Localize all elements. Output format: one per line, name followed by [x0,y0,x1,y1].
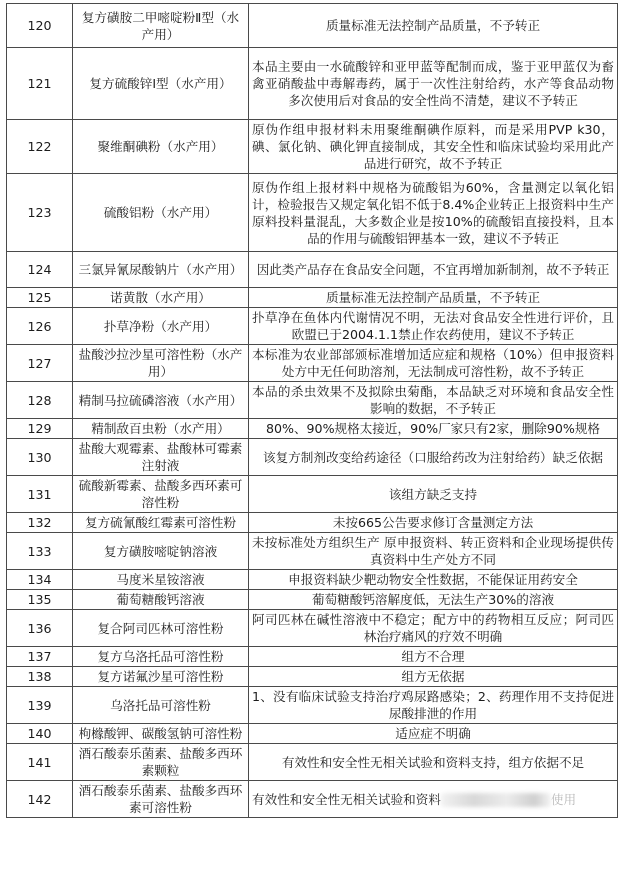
table-row [7,687,618,724]
reason-text [249,570,618,590]
reason-text [249,382,618,419]
reason-value: 原伪作组上报材料中规格为硫酸铝为60%，含量测定以氧化铝计，检验报告又规定氧化铝不低于8.4%企业转正上报资料中生产原料投料量混乱，大多数企业是按10%的硫酸铝直接投料，且本品的作用与硫酸铝钾基本一致，建议不予转正 [252,179,614,246]
row-number: 136 [7,610,73,647]
reason-text [249,439,618,476]
drug-list-table [6,3,618,818]
product-name: 扑草净粉（水产用） [73,308,249,345]
document-page [6,3,617,818]
table-row [7,724,618,744]
reason-value: 有效性和安全性无相关试验和资料支持，组方依据不足 [281,754,585,770]
reason-value: 组方不合理 [401,649,465,664]
product-name: 聚维酮碘粉（水产用） [73,120,249,174]
product-name: 酒石酸泰乐菌素、盐酸多西环素颗粒 [73,744,249,781]
table-row [7,667,618,687]
row-number: 141 [7,744,73,781]
product-name: 乌洛托品可溶性粉 [73,687,249,724]
watermark-text: 使用 [550,791,577,807]
reason-text [249,288,618,308]
reason-value: 扑草净在鱼体内代谢情况不明，无法对食品安全性进行评价，且欧盟已于2004.1.1禁止作农药使用，建议不予转正 [252,310,614,342]
reason-text [249,744,618,781]
reason-value: 有效性和安全性无相关试验和资料 [252,791,441,807]
product-name: 复方硫氰酸红霉素可溶性粉 [73,513,249,533]
table-row [7,647,618,667]
row-number: 126 [7,308,73,345]
row-number: 138 [7,667,73,687]
reason-value: 本品主要由一水硫酸锌和亚甲蓝等配制而成，鉴于亚甲蓝仅为畜禽亚硝酸盐中毒解毒药，属于一次性注射给药，水产等食品动物多次使用后对食品的安全性尚不清楚，建议不予转正 [252,59,614,108]
reason-value: 该组方缺乏支持 [388,486,478,502]
table-row [7,744,618,781]
product-name: 马度米星铵溶液 [73,570,249,590]
table-row [7,476,618,513]
reason-value: 未按665公告要求修订含量测定方法 [332,515,534,530]
reason-value: 阿司匹林在碱性溶液中不稳定；配方中的药物相互反应；阿司匹林治疗痛风的疗效不明确 [252,612,614,644]
product-name: 精制马拉硫磷溶液（水产用） [73,382,249,419]
table-row [7,48,618,120]
reason-text [249,419,618,439]
table-row [7,439,618,476]
table-row [7,174,618,252]
product-name: 盐酸沙拉沙星可溶性粉（水产用） [73,345,249,382]
product-name: 酒石酸泰乐菌素、盐酸多西环素可溶性粉 [73,781,249,818]
reason-text [249,724,618,744]
table-row [7,533,618,570]
product-name: 硫酸新霉素、盐酸多西环素可溶性粉 [73,476,249,513]
product-name: 复方诺氟沙星可溶性粉 [73,667,249,687]
row-number: 122 [7,120,73,174]
row-number: 130 [7,439,73,476]
product-name: 复方乌洛托品可溶性粉 [73,647,249,667]
reason-text [249,4,618,48]
row-number: 140 [7,724,73,744]
product-name: 复方磺胺嘧啶钠溶液 [73,533,249,570]
row-number: 120 [7,4,73,48]
table-row [7,120,618,174]
reason-text [249,781,618,818]
product-name: 精制敌百虫粉（水产用） [73,419,249,439]
product-name: 葡萄糖酸钙溶液 [73,590,249,610]
table-row [7,308,618,345]
row-number: 129 [7,419,73,439]
reason-value: 质量标准无法控制产品质量，不予转正 [325,18,541,33]
product-name: 枸橼酸钾、碳酸氢钠可溶性粉 [73,724,249,744]
reason-text [249,308,618,345]
reason-text [249,687,618,724]
product-name: 复方磺胺二甲嘧啶粉Ⅱ型（水产用） [73,4,249,48]
row-number: 142 [7,781,73,818]
reason-text [249,647,618,667]
reason-value: 未按标准处方组织生产 原申报资料、转正资料和企业现场提供传真资料中生产处方不同 [252,535,614,567]
reason-text [249,345,618,382]
row-number: 133 [7,533,73,570]
reason-text [249,533,618,570]
reason-value: 适应症不明确 [395,726,471,741]
row-number: 135 [7,590,73,610]
product-name: 三氯异氰尿酸钠片（水产用） [73,252,249,288]
reason-text [249,610,618,647]
reason-value: 原伪作组申报材料未用聚维酮碘作原料，而是采用PVP k30，碘、氯化钠、碘化钾直接制成，其安全性和临床试验均采用此产品进行研究，故不予转正 [252,122,614,171]
reason-text [249,48,618,120]
table-row [7,382,618,419]
table-row [7,513,618,533]
blurred-text [441,793,551,807]
row-number: 139 [7,687,73,724]
reason-value: 本标准为农业部部颁标准增加适应症和规格（10%）但申报资料处方中无任何助溶剂，无法制成可溶性粉，故不予转正 [252,347,614,379]
reason-value: 该复方制剂改变给药途径（口服给药改为注射给药）缺乏依据 [262,449,604,465]
product-name: 复方硫酸锌Ⅰ型（水产用） [73,48,249,120]
reason-value: 申报资料缺少靶动物安全性数据，不能保证用药安全 [288,572,578,587]
row-number: 134 [7,570,73,590]
row-number: 128 [7,382,73,419]
reason-text [249,667,618,687]
reason-text [249,174,618,252]
row-number: 132 [7,513,73,533]
product-name: 盐酸大观霉素、盐酸林可霉素注射液 [73,439,249,476]
reason-value: 葡萄糖酸钙溶解度低，无法生产30%的溶液 [311,592,555,607]
row-number: 127 [7,345,73,382]
row-number: 124 [7,252,73,288]
table-row [7,419,618,439]
reason-text [249,590,618,610]
reason-value: 本品的杀虫效果不及拟除虫菊酯，本品缺乏对环境和食品安全性影响的数据，不予转正 [252,384,614,416]
reason-value: 因此类产品存在食品安全问题，不宜再增加新制剂，故不予转正 [256,262,610,277]
reason-text [249,120,618,174]
table-row [7,590,618,610]
product-name: 硫酸铝粉（水产用） [73,174,249,252]
row-number: 121 [7,48,73,120]
table-row [7,4,618,48]
reason-value: 质量标准无法控制产品质量，不予转正 [325,290,541,305]
table-row [7,610,618,647]
reason-value: 1、没有临床试验支持治疗鸡尿路感染；2、药理作用不支持促进尿酸排泄的作用 [252,689,614,721]
product-name: 复合阿司匹林可溶性粉 [73,610,249,647]
row-number: 137 [7,647,73,667]
table-row [7,781,618,818]
reason-text [249,252,618,288]
row-number: 125 [7,288,73,308]
table-row [7,345,618,382]
reason-value: 80%、90%规格太接近，90%厂家只有2家，删除90%规格 [265,421,601,436]
table-row [7,288,618,308]
row-number: 123 [7,174,73,252]
reason-text [249,513,618,533]
row-number: 131 [7,476,73,513]
reason-value: 组方无依据 [401,669,465,684]
table-row [7,252,618,288]
reason-text [249,476,618,513]
table-row [7,570,618,590]
product-name: 诺黄散（水产用） [73,288,249,308]
